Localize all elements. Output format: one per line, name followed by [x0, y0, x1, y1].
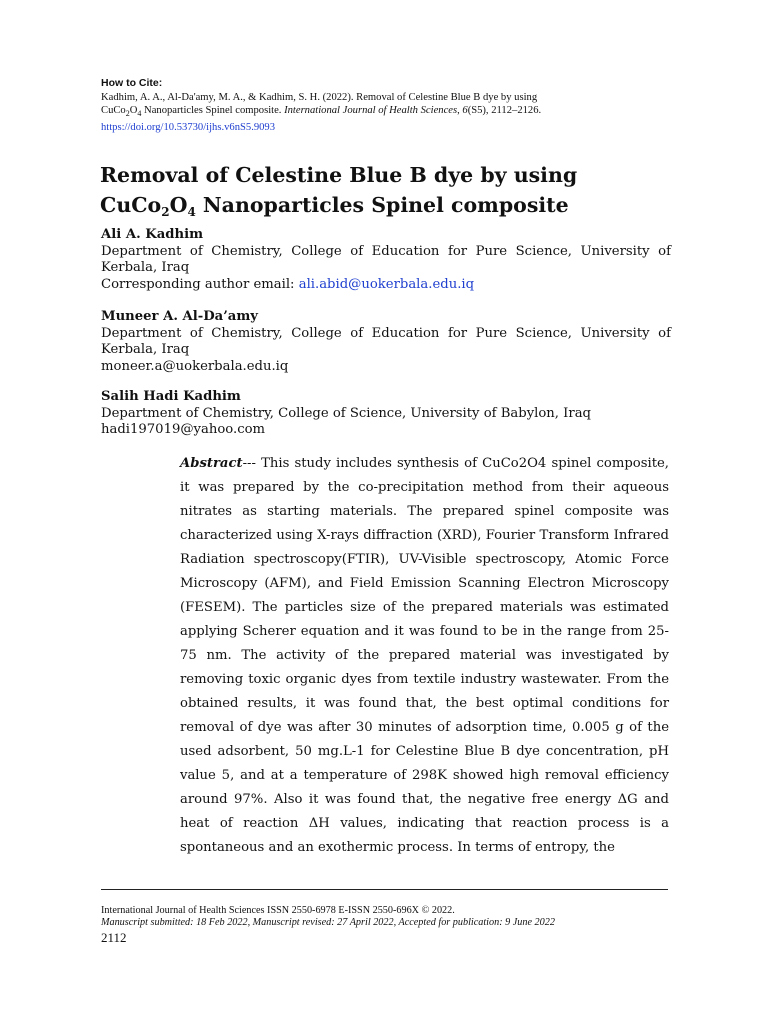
author-name: Salih Hadi Kadhim	[101, 389, 241, 404]
abstract-heading: Abstract	[180, 456, 243, 471]
email-prefix: Corresponding author email:	[101, 276, 299, 292]
citation-volume: 6	[462, 105, 468, 116]
author-email-line	[101, 277, 671, 294]
author-block-2	[101, 309, 671, 375]
abstract-text	[180, 452, 669, 860]
author-name: Ali A. Kadhim	[101, 227, 204, 242]
citation-reference-line2: $CuCo_2O_4$ Nanoparticles Spinel composite. International Journal of Health Sciences, 6(S5), 2112–2126.	[101, 105, 542, 119]
author-email: hadi197019@yahoo.com	[101, 422, 266, 437]
author-affiliation: Department of Chemistry, College of Education for Pure Science, University of Kerbala, Iraq	[101, 325, 671, 357]
citation-reference-line1: Kadhim, A. A., Al-Da'amy, M. A., & Kadhim, S. H. (2022). Removal of Celestine Blue B dye by using	[101, 91, 538, 103]
citation-journal: International Journal of Health Sciences	[284, 105, 458, 116]
author-block-1	[101, 227, 671, 293]
title-line2: $CuCo_2O_4$ Nanoparticles Spinel composite	[100, 193, 569, 219]
doi-link[interactable]: https://doi.org/10.53730/ijhs.v6nS5.9093	[101, 121, 276, 133]
citation-block	[101, 77, 671, 134]
citation-label: How to Cite	[101, 77, 159, 89]
paper-title	[100, 160, 700, 220]
author-affiliation: Department of Chemistry, College of Science, University of Babylon, Iraq	[101, 405, 592, 421]
footer-divider	[101, 889, 668, 890]
author-affiliation: Department of Chemistry, College of Education for Pure Science, University of Kerbala, Iraq	[101, 243, 671, 275]
abstract-dashes: ---	[242, 456, 262, 471]
citation-label-colon: :	[158, 77, 163, 89]
footer-manuscript-line: Manuscript submitted: 18 Feb 2022, Manuscript revised: 27 April 2022, Accepted for publication: 9 June 2022	[101, 917, 555, 928]
author-email-link[interactable]: ali.abid@uokerbala.edu.iq	[298, 276, 475, 292]
author-name: Muneer A. Al-Da’amy	[101, 309, 258, 324]
footer-journal-line: International Journal of Health Sciences ISSN 2550-6978 E-ISSN 2550-696X © 2022.	[101, 905, 455, 916]
author-email: moneer.a@uokerbala.edu.iq	[101, 358, 289, 374]
title-line1: Removal of Celestine Blue B dye by using	[100, 163, 578, 187]
abstract-body: This study includes synthesis of CuCo2O4 spinel composite, it was prepared by the co-precipitation method from their aqueous nitrates as starting materials. The prepared spinel composite was characterized using X-rays diffraction (XRD), Fourier Transform Infrared Radiation spectroscopy(FTIR), UV-Visible spectroscopy, Atomic Force Microscopy (AFM), and Field Emission Scanning Electron Microscopy (FESEM). The particles size of the prepared materials was estimated applying Scherer equation and it was found to be in the range from 25-75 nm. The activity of the prepared material was investigated by removing toxic organic dyes from textile industry wastewater. From the obtained results, it was found that, the best optimal conditions for removal of dye was after 30 minutes of adsorption time, 0.005 g of the used adsorbent, 50 mg.L-1 for Celestine Blue B dye concentration, pH value 5, and at a temperature of 298K showed high removal efficiency around 97%. Also it was found that, the negative free energy ΔG and heat of reaction ΔH values, indicating that reaction process is a spontaneous and an exothermic process. In terms of entropy, the	[180, 456, 670, 855]
page-number: 2112	[101, 930, 127, 945]
author-block-3	[101, 389, 671, 439]
footer-block	[101, 905, 671, 929]
